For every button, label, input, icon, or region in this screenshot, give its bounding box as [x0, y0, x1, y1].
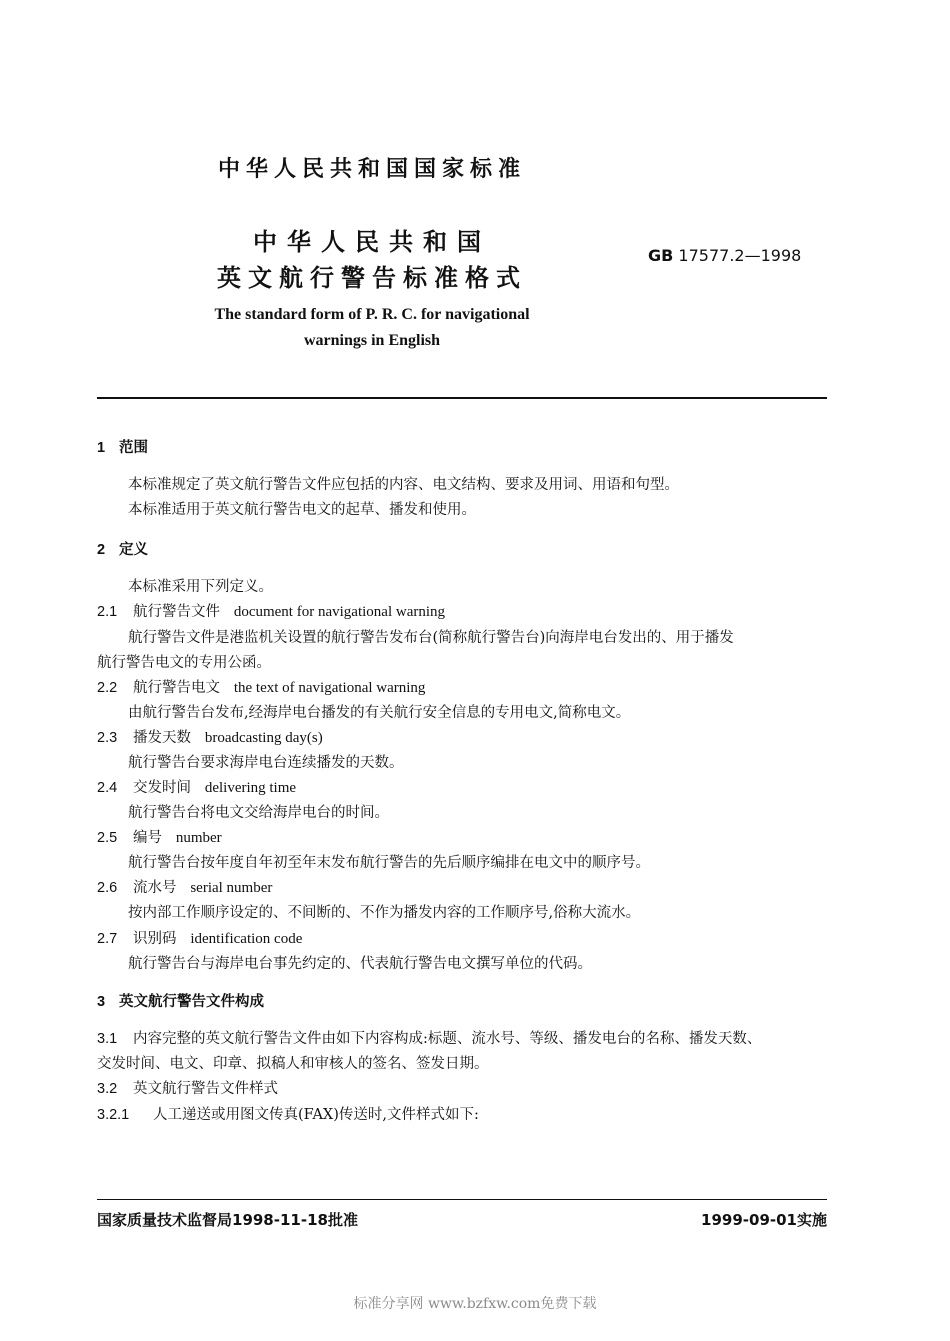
definition-2-1 [97, 600, 445, 621]
definition-term-cn: 编号 [133, 830, 162, 846]
clause-number: 3.2 [97, 1081, 118, 1097]
definition-2-4 [97, 776, 296, 797]
definition-term-cn: 识别码 [133, 931, 177, 947]
definition-term-cn: 航行警告电文 [133, 680, 220, 696]
watermark-text: 标准分享网 www.bzfxw.com免费下载 [353, 1296, 597, 1312]
definition-term-en: document for navigational warning [233, 604, 446, 620]
definition-number: 2.7 [97, 931, 118, 947]
definition-term-cn: 航行警告文件 [133, 604, 220, 620]
section-2-intro: 本标准采用下列定义。 [128, 579, 273, 595]
definition-term-en: number [175, 830, 222, 846]
definition-number: 2.1 [97, 604, 118, 620]
definition-number: 2.5 [97, 830, 118, 846]
section-2-number: 2 [97, 542, 106, 558]
header-divider [97, 397, 827, 399]
definition-2-5-text: 航行警告台按年度自年初至年末发布航行警告的先后顺序编排在电文中的顺序号。 [128, 855, 650, 871]
clause-number: 3.2.1 [97, 1107, 130, 1123]
clause-3-2 [97, 1077, 278, 1098]
section-1-paragraph-1: 本标准规定了英文航行警告文件应包括的内容、电文结构、要求及用词、用语和句型。 [128, 477, 679, 493]
national-standard-label: 中华人民共和国国家标准 [217, 157, 526, 182]
definition-2-6 [97, 876, 272, 897]
clause-3-1 [97, 1027, 761, 1048]
definition-number: 2.6 [97, 880, 118, 896]
definition-2-2 [97, 676, 425, 697]
definition-number: 2.4 [97, 780, 118, 796]
definition-term-en: broadcasting day(s) [204, 730, 323, 746]
definition-2-4-text: 航行警告台将电文交给海岸电台的时间。 [128, 805, 389, 821]
definition-2-7-text: 航行警告台与海岸电台事先约定的、代表航行警告电文撰写单位的代码。 [128, 956, 592, 972]
section-1-heading [97, 436, 148, 457]
clause-3-1-cont: 交发时间、电文、印章、拟稿人和审核人的签名、签发日期。 [97, 1056, 489, 1072]
definition-number: 2.2 [97, 680, 118, 696]
definition-2-3 [97, 726, 323, 747]
section-2-heading [97, 538, 148, 559]
definition-term-cn: 流水号 [133, 880, 177, 896]
definition-term-en: serial number [190, 880, 273, 896]
standard-number [648, 246, 801, 265]
clause-3-2-1 [97, 1103, 479, 1124]
section-2-title: 定义 [119, 542, 148, 558]
section-3-title: 英文航行警告文件构成 [119, 994, 264, 1010]
implementation-date: 1999-09-01实施 [701, 1211, 827, 1229]
definition-2-2-text: 由航行警告台发布,经海岸电台播发的有关航行安全信息的专用电文,简称电文。 [128, 705, 631, 721]
definition-2-1-text-cont: 航行警告电文的专用公函。 [97, 655, 271, 671]
english-title-line-1: The standard form of P. R. C. for navigational [214, 306, 530, 323]
definition-2-7 [97, 927, 302, 948]
definition-2-6-text: 按内部工作顺序设定的、不间断的、不作为播发内容的工作顺序号,俗称大流水。 [128, 905, 641, 921]
standard-code: GB [648, 246, 674, 265]
english-title-line-2: warnings in English [303, 332, 441, 349]
title-line-1: 中华人民共和国 [253, 228, 491, 256]
title-line-2: 英文航行警告标准格式 [217, 264, 527, 292]
definition-term-en: identification code [190, 931, 303, 947]
section-3-heading [97, 990, 264, 1011]
definition-term-en: delivering time [204, 780, 297, 796]
definition-term-cn: 交发时间 [133, 780, 191, 796]
section-1-title: 范围 [119, 440, 148, 456]
approval-date: 国家质量技术监督局1998-11-18批准 [97, 1211, 358, 1229]
standard-number-value: 17577.2—1998 [678, 246, 802, 265]
definition-term-en: the text of navigational warning [233, 680, 426, 696]
definition-2-3-text: 航行警告台要求海岸电台连续播发的天数。 [128, 755, 404, 771]
clause-text: 人工递送或用图文传真(FAX)传送时,文件样式如下: [153, 1107, 479, 1123]
definition-2-5 [97, 826, 222, 847]
clause-text: 内容完整的英文航行警告文件由如下内容构成:标题、流水号、等级、播发电台的名称、播发天数、 [133, 1031, 762, 1047]
section-3-number: 3 [97, 994, 106, 1010]
definition-term-cn: 播发天数 [133, 730, 191, 746]
clause-text: 英文航行警告文件样式 [133, 1081, 278, 1097]
definition-number: 2.3 [97, 730, 118, 746]
clause-number: 3.1 [97, 1031, 118, 1047]
section-1-number: 1 [97, 440, 106, 456]
section-1-paragraph-2: 本标准适用于英文航行警告电文的起草、播发和使用。 [128, 502, 476, 518]
footer-divider [97, 1199, 827, 1200]
definition-2-1-text: 航行警告文件是港监机关设置的航行警告发布台(简称航行警告台)向海岸电台发出的、用于播发 [128, 630, 734, 646]
